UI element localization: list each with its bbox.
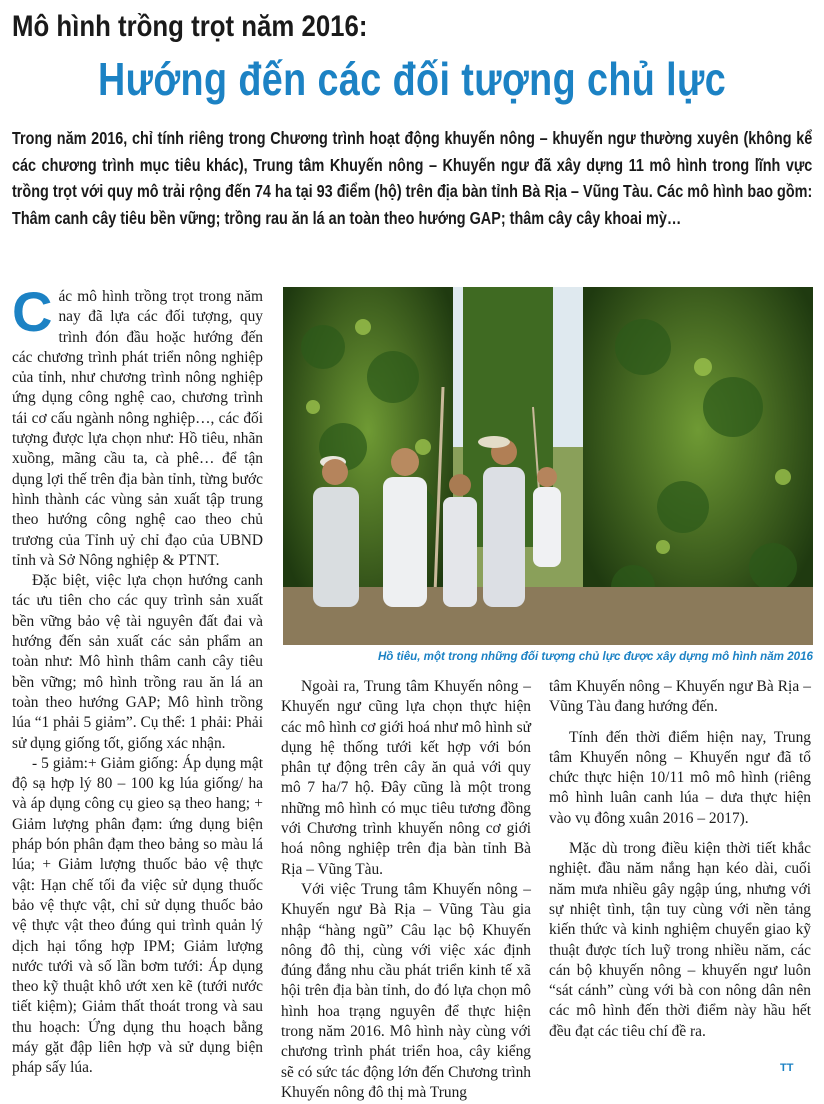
paragraph: Đặc biệt, việc lựa chọn hướng canh tác ưu tiên cho các quy trình sản xuất bền vững bảo vệ tài nguyên đất đai và hướng đến sản xuất các sản phẩm an toàn như: Mô hình thâm canh cây tiêu bền vững; mô hình trồng rau ăn lá an toàn theo hướng GAP; Mô hình trồng lúa “1 phải 5 giảm”. Cụ thể: 1 phải: Phải sử dụng giống tốt, giống xác nhận. [12, 572, 263, 752]
paragraph [12, 280, 263, 571]
paragraph: Ngoài ra, Trung tâm Khuyến nông – Khuyến ngư cũng lựa chọn thực hiện các mô hình cơ giới hoá như mô hình sử dụng hệ thống tưới kết hợp với bón phân tự động trên cây ăn quả với quy mô 7 ha/7 hộ. Đây cũng là một trong những mô hình có mục tiêu tương đồng với Chương trình khuyến nông cơ giới hoá nông nghiệp trên địa bàn tỉnh Bà Rịa – Vũng Tàu. [281, 678, 531, 878]
lead-text: Trong năm 2016, chỉ tính riêng trong Chương trình hoạt động khuyến nông – khuyến ngư thường xuyên (không kể các chương trình mục tiêu khác), Trung tâm Khuyến nông – Khuyến ngư đã xây dựng 11 mô hình trong lĩnh vực trồng trọt với quy mô trải rộng đến 74 ha tại 93 điểm (hộ) trên địa bàn tỉnh Bà Rịa – Vũng Tàu. Các mô hình bao gồm: Thâm canh cây tiêu bền vững; trồng rau ăn lá an toàn theo hướng GAP; thâm cây cây khoai mỳ… [12, 128, 813, 228]
column-2 [281, 677, 531, 1103]
author-signature: TT [780, 1062, 794, 1074]
photo-caption: Hồ tiêu, một trong những đối tượng chủ lực được xây dựng mô hình năm 2016 [377, 650, 813, 663]
paragraph-text: ác mô hình trồng trọt trong năm nay đã lựa các đối tượng, quy trình đón đầu hoặc hướng đến các chương trình phát triển nông nghiệp của tỉnh, như chương trình nông nghiệp ứng dụng công nghệ cao, chương trình tái cơ cấu ngành nông nghiệp…, các đối tượng được lựa chọn như: Hồ tiêu, nhãn xuồng, mãng cầu ta, cà phê… để tận dụng lợi thế trên địa bàn tỉnh, từng bước hình thành các vùng sản xuất tập trung theo hướng công nghệ cao theo chủ trương của Tỉnh uỷ chỉ đạo của UBND tỉnh và Sở Nông nghiệp & PTNT. [12, 288, 263, 569]
column-1 [12, 280, 263, 1079]
paragraph: Với việc Trung tâm Khuyến nông – Khuyến ngư Bà Rịa – Vũng Tàu gia nhập “hàng ngũ” Câu lạc bộ Khuyến nông đô thị, cùng với việc xác định đúng đắng nhu cầu phát triển kinh tế xã hội trên địa bàn tỉnh, do đó lựa chọn mô hình hoa trạng nguyên để thực hiện trong năm 2016. Mô hình này cùng với chương trình phát triển hoa, cây kiểng sẽ có sức tác động lớn đến Chương trình Khuyến nông đô thị mà Trung [281, 880, 531, 1101]
article-photo [283, 287, 813, 645]
article-kicker: Mô hình trồng trọt năm 2016: [12, 10, 368, 43]
column-3 [549, 677, 811, 1042]
pepper-farm-photo [283, 287, 813, 645]
paragraph-continued: tâm Khuyến nông – Khuyến ngư Bà Rịa – Vũng Tàu đang hướng đến. [549, 678, 811, 716]
headline-text: Hướng đến các đối tượng chủ lực [97, 53, 727, 105]
paragraph: - 5 giảm:+ Giảm giống: Áp dụng mật độ sạ hợp lý 80 – 100 kg lúa giống/ ha và áp dụng công cụ gieo sạ theo hang; + Giảm lượng phân đạm: ứng dụng biện pháp bón phân đạm theo bảng so màu lá lúa; + Giảm lượng thuốc bảo vệ thực vật: Hạn chế tối đa việc sử dụng thuốc bảo vệ thực vật, chỉ sử dụng thuốc bảo vệ thực vật theo đúng qui trình quản lý dịch hại tổng hợp IPM; Giảm lượng nước tưới và số lần bơm tưới: Áp dụng theo kỹ thuật khô ướt xen kẽ (tưới nước tiết kiệm); Giảm thất thoát trong và sau thu hoạch: Ứng dụng thu hoạch bằng máy gặt đập liên hợp và sử dụng biện pháp sấy lúa. [12, 754, 263, 1077]
drop-cap: C [12, 280, 53, 343]
article-lead [12, 125, 812, 231]
paragraph: Mặc dù trong điều kiện thời tiết khắc nghiệt. đầu năm nắng hạn kéo dài, cuối năm mưa nhiều gây ngập úng, nhưng với sự nhiệt tình, tận tuy cùng với nền tảng kiến thức và kinh nghiệm chuyển giao kỹ thuật được tích luỹ trong nhiều năm, các cán bộ khuyến nông – khuyến ngư luôn “sát cánh” cùng với bà con nông dân nên các mô hình đến thời điểm này hầu hết đều đạt các tiêu chí đề ra. [549, 840, 811, 1040]
paragraph: Tính đến thời điểm hiện nay, Trung tâm Khuyến nông – Khuyến ngư đã tổ chức thực hiện 10/11 mô mô hình (riêng mô hình luân canh lúa – dưa thực hiện vào vụ đông xuân 2016 – 2017). [549, 728, 811, 827]
article-headline [0, 52, 824, 106]
